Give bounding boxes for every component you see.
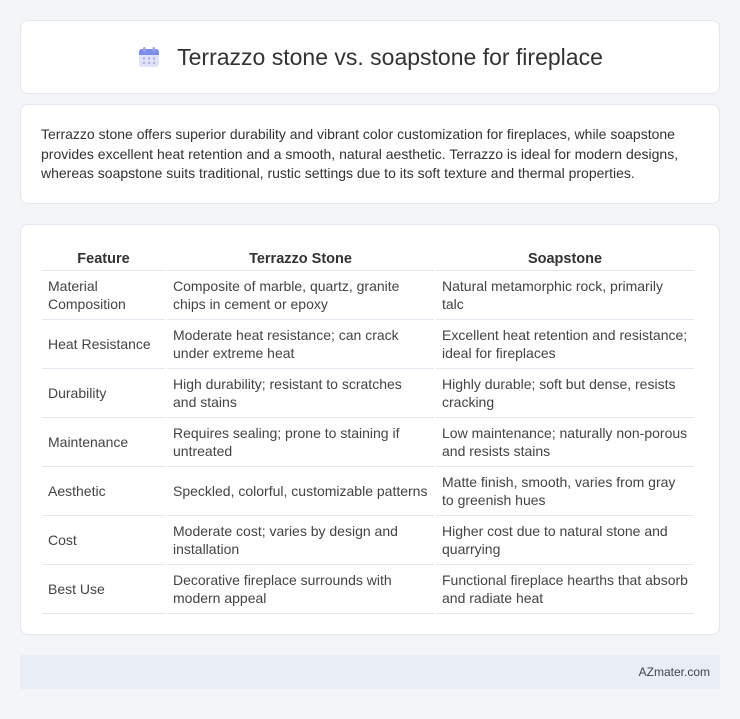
terrazzo-cell: Moderate cost; varies by design and installation <box>167 516 434 565</box>
table-header-row <box>42 245 694 271</box>
terrazzo-cell: Decorative fireplace surrounds with modern appeal <box>167 565 434 614</box>
summary-card <box>20 104 720 204</box>
soapstone-cell: Excellent heat retention and resistance; ideal for fireplaces <box>436 320 694 369</box>
terrazzo-cell: Speckled, colorful, customizable patterns <box>167 467 434 516</box>
calendar-icon <box>137 45 161 69</box>
soapstone-cell: Highly durable; soft but dense, resists cracking <box>436 369 694 418</box>
soapstone-cell: Low maintenance; naturally non-porous and resists stains <box>436 418 694 467</box>
table-row <box>42 565 694 614</box>
table-row <box>42 320 694 369</box>
soapstone-cell: Functional fireplace hearths that absorb and radiate heat <box>436 565 694 614</box>
feature-cell: Maintenance <box>42 418 165 467</box>
feature-cell: Heat Resistance <box>42 320 165 369</box>
comparison-table-card <box>20 224 720 635</box>
terrazzo-cell: High durability; resistant to scratches and stains <box>167 369 434 418</box>
soapstone-cell: Matte finish, smooth, varies from gray to greenish hues <box>436 467 694 516</box>
header-soapstone: Soapstone <box>436 245 694 271</box>
table-row <box>42 369 694 418</box>
soapstone-cell: Higher cost due to natural stone and quarrying <box>436 516 694 565</box>
page-title: Terrazzo stone vs. soapstone for fireplace <box>177 43 603 70</box>
title-card <box>20 20 720 94</box>
table-row <box>42 271 694 320</box>
header-feature: Feature <box>42 245 165 271</box>
terrazzo-cell: Requires sealing; prone to staining if untreated <box>167 418 434 467</box>
header-terrazzo: Terrazzo Stone <box>167 245 434 271</box>
terrazzo-cell: Composite of marble, quartz, granite chips in cement or epoxy <box>167 271 434 320</box>
soapstone-cell: Natural metamorphic rock, primarily talc <box>436 271 694 320</box>
feature-cell: Durability <box>42 369 165 418</box>
terrazzo-cell: Moderate heat resistance; can crack under extreme heat <box>167 320 434 369</box>
table-row <box>42 418 694 467</box>
table-row <box>42 516 694 565</box>
feature-cell: Best Use <box>42 565 165 614</box>
summary-text: Terrazzo stone offers superior durability and vibrant color customization for fireplaces, while soapstone provides excellent heat retention and a smooth, natural aesthetic. Terrazzo is ideal for modern designs, whereas soapstone suits traditional, rustic settings due to its soft texture and thermal properties. <box>41 126 679 181</box>
table-row <box>42 467 694 516</box>
footer-brand: AZmater.com <box>638 665 710 679</box>
feature-cell: Material Composition <box>42 271 165 320</box>
feature-cell: Cost <box>42 516 165 565</box>
feature-cell: Aesthetic <box>42 467 165 516</box>
footer <box>20 655 720 689</box>
comparison-table <box>40 245 696 614</box>
